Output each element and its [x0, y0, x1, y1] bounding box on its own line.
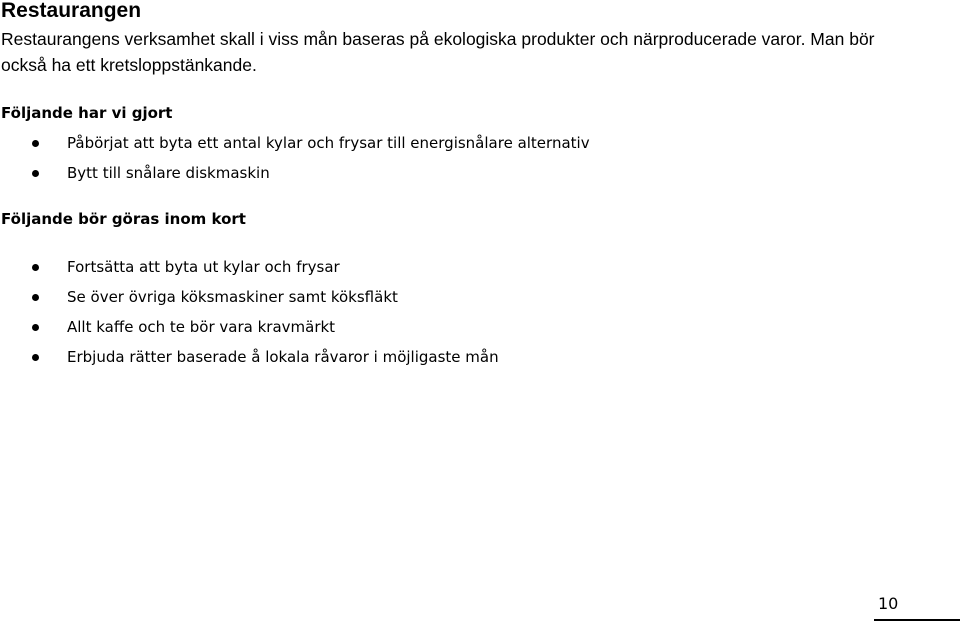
list-item-text: Se över övriga köksmaskiner samt köksfläkt	[67, 288, 398, 306]
list-item-text: Påbörjat att byta ett antal kylar och frysar till energisnålare alternativ	[67, 134, 590, 152]
list-item-text: Bytt till snålare diskmaskin	[67, 164, 270, 182]
intro-paragraph: Restaurangens verksamhet skall i viss mån baseras på ekologiska produkter och närproducerade varor. Man bör också ha ett kretsloppstänkande.	[1, 29, 875, 75]
page-number-rule	[874, 619, 960, 621]
list-item-text: Allt kaffe och te bör vara kravmärkt	[67, 318, 336, 336]
page-title: Restaurangen	[1, 0, 142, 22]
list-item	[0, 252, 499, 282]
bullet-icon	[32, 354, 39, 361]
bullet-icon	[32, 170, 39, 177]
list-item	[0, 342, 499, 372]
list-item	[0, 282, 499, 312]
bullet-list-todo	[0, 252, 499, 372]
list-item-text: Fortsätta att byta ut kylar och frysar	[67, 258, 340, 276]
section-heading-todo: Följande bör göras inom kort	[1, 210, 246, 228]
page-number: 10	[878, 594, 899, 613]
bullet-icon	[32, 294, 39, 301]
bullet-icon	[32, 324, 39, 331]
bullet-list-done	[0, 128, 590, 188]
bullet-icon	[32, 264, 39, 271]
list-item	[0, 158, 590, 188]
list-item	[0, 128, 590, 158]
bullet-icon	[32, 140, 39, 147]
section-heading-done: Följande har vi gjort	[1, 104, 173, 122]
list-item	[0, 312, 499, 342]
list-item-text: Erbjuda rätter baserade å lokala råvaror i möjligaste mån	[67, 348, 499, 366]
